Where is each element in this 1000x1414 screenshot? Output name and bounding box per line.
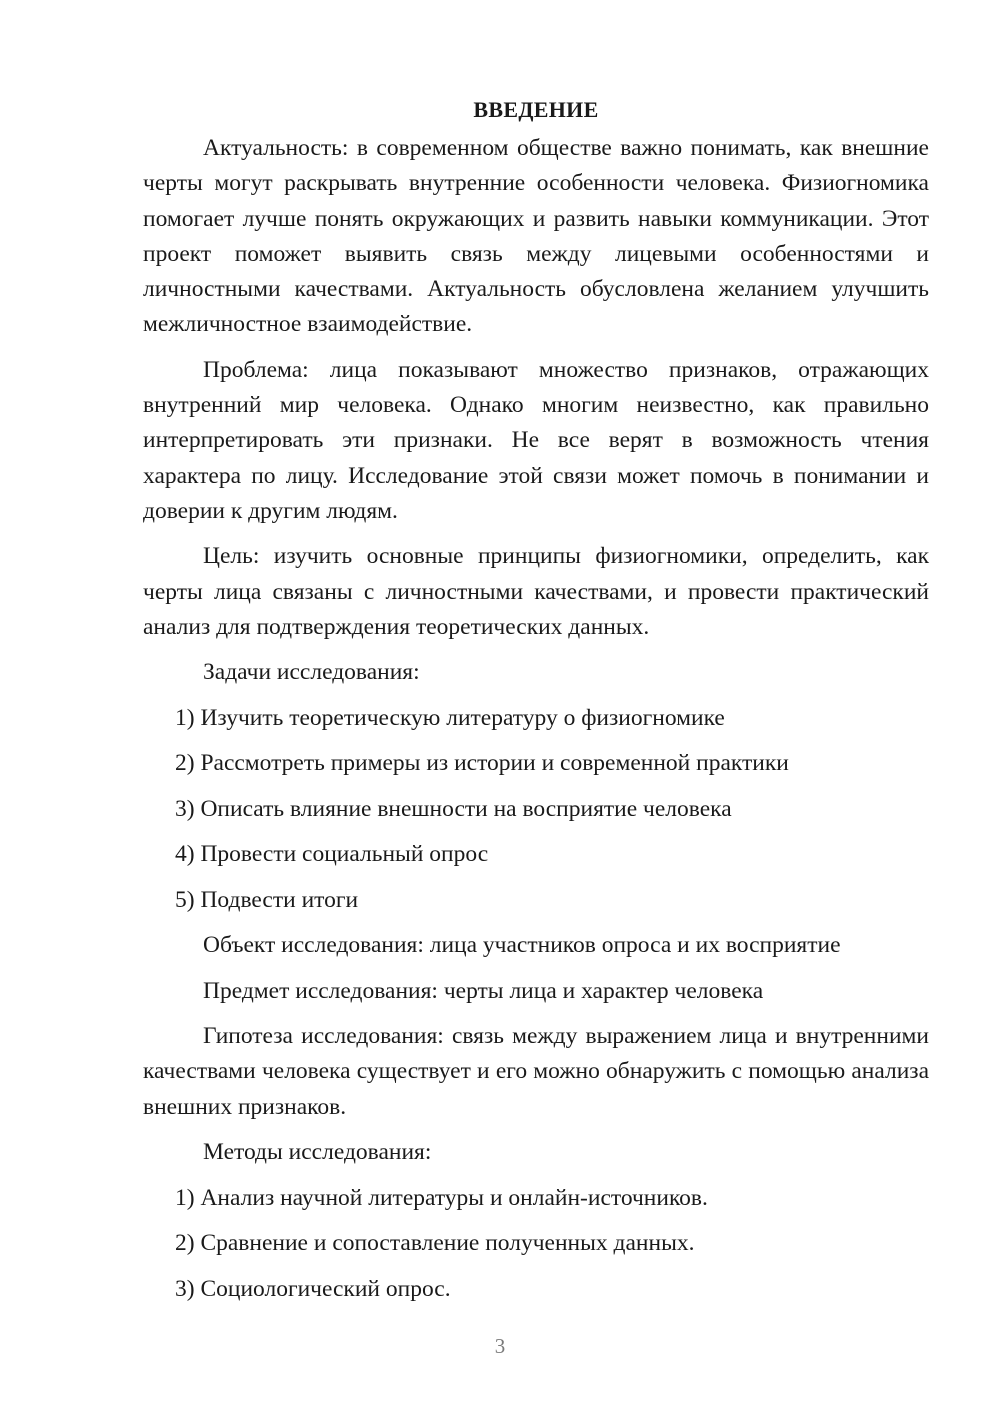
task-item-4: 4) Провести социальный опрос [175,841,489,868]
tasks-title: Задачи исследования: [203,659,420,686]
document-page [143,95,929,1317]
problem-paragraph: Проблема: лица показывают множество признаков, отражающих внутренний мир человека. Однако многим неизвестно, как правильно интерпретировать эти признаки. Не все верят в возможность чтения характера по лицу. Исследование этой связи может помочь в понимании и доверии к другим людям. [143,356,929,524]
hypothesis-paragraph: Гипотеза исследования: связь между выражением лица и внутренними качествами человека существует и его можно обнаружить с помощью анализа внешних признаков. [143,1023,929,1120]
subject-line: Предмет исследования: черты лица и характер человека [203,977,764,1004]
task-item-1: 1) Изучить теоретическую литературу о физиогномике [175,704,725,731]
task-item-2: 2) Рассмотреть примеры из истории и современной практики [175,750,789,777]
methods-title: Методы исследования: [203,1139,432,1166]
method-item-3: 3) Социологический опрос. [175,1275,451,1302]
task-item-5: 5) Подвести итоги [175,886,359,913]
object-line: Объект исследования: лица участников опроса и их восприятие [203,932,841,959]
section-heading: ВВЕДЕНИЕ [473,97,599,122]
goal-paragraph: Цель: изучить основные принципы физиогномики, определить, как черты лица связаны с личностными качествами, и провести практический анализ для подтверждения теоретических данных. [143,543,929,640]
relevance-paragraph: Актуальность: в современном обществе важно понимать, как внешние черты могут раскрывать внутренние особенности человека. Физиогномика помогает лучше понять окружающих и развить навыки коммуникации. Этот проект поможет выявить связь между лицевыми особенностями и личностными качествами. Актуальность обусловлена желанием улучшить межличностное взаимодействие. [143,135,929,338]
task-item-3: 3) Описать влияние внешности на восприятие человека [175,795,732,822]
method-item-2: 2) Сравнение и сопоставление полученных данных. [175,1230,695,1257]
page-number: 3 [494,1334,506,1358]
method-item-1: 1) Анализ научной литературы и онлайн-источников. [175,1184,708,1211]
